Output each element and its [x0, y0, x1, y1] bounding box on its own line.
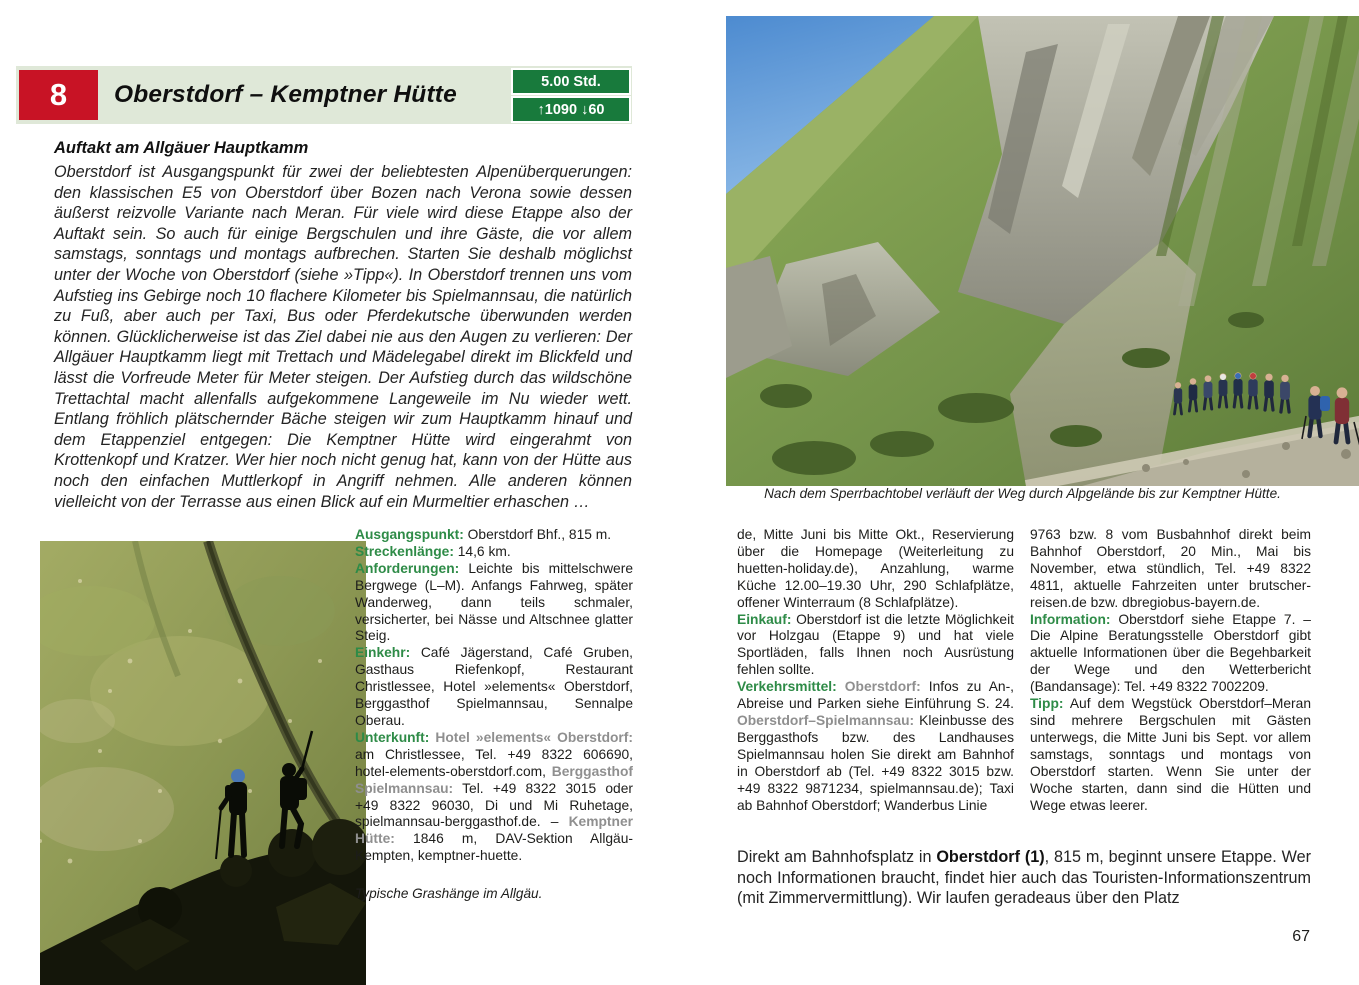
info-item-tipp — [1030, 696, 1311, 814]
main-photo — [726, 16, 1359, 486]
text-run: Tel. +49 8322 3015 oder +49 8322 96030, Di und Mi Ruhetage, spielmannsau-berggasthof.de. – — [355, 780, 633, 830]
info-item-unterkunft — [355, 730, 633, 865]
blue-backpack — [1320, 396, 1330, 411]
blue-cap — [1235, 373, 1241, 379]
info-column-right — [1030, 527, 1311, 814]
text-run: de, Mitte Juni bis Mitte Okt., Reservierung über die Homepage (Weiterleitung zu huetten-holiday.de), Anzahlung, warme Küche 12.00–19.30 Uhr, 290 Schlafplätze, offener Winterraum (8 Schlafplätze). — [737, 527, 1014, 610]
text-run: Berggasthof Spielmannsau: — [355, 763, 633, 796]
text-run: Auf dem Wegstück Oberstdorf–Meran sind mehrere Bergschulen mit Gästen unterwegs, die Mitte Juni bis Sept. vor allem samstags, sonntags und montags von Oberstdorf starten. Wenn Sie unter der Woche starten, dann sind die Hütten und Wege etwas leerer. — [1030, 696, 1311, 813]
text-run: Oberstdorf–Spielmannsau: — [737, 712, 915, 728]
text-run: , 815 m, beginnt unsere Etappe. Wer noch Informationen braucht, findet hier auch das Touristen-Informationszentrum (mit Zimmervermittlung). Wir laufen geradeaus über den Platz — [737, 848, 1311, 908]
intro-paragraph: Oberstdorf ist Ausgangspunkt für zwei der beliebtesten Alpenüberquerungen: den klassischen E5 von Oberstdorf über Bozen nach Verona sowie dessen äußerst reizvolle Variante nach Meran. Für viele wird diese Etappe also der Auftakt sein. So auch für einige Bergschulen und ihre Gäste, die vor allem samstags, sonntags und montags aufbrechen. Starten Sie deshalb möglichst unter der Woche von Oberstdorf (siehe »Tipp«). In Oberstdorf trennen uns vom Aufstieg ins Gebirge noch 10 flachere Kilometer bis Spielmannsau, die natürlich zu Fuß, aber auch per Taxi, Bus oder Pferdekutsche überwunden werden können. Glücklicherweise ist das Ziel dabei nie aus den Augen zu verlieren: Der Allgäuer Hauptkamm liegt mit Trettach und Mädelegabel direkt im Blickfeld und lässt die Vorfreude Meter für Meter steigen. Der Aufstieg durch das wildschöne Trettachtal macht allenfalls aufgekommene Langeweile im Nu wieder wett. Entlang fröhlich plätschernder Bäche steigen wir zum Hauptkamm hinauf und dem Etappenziel entgegen: Die Kemptner Hütte wird eingerahmt von Krottenkopf und Kratzer. Wer hier noch nicht genug hat, kann von der Hütte aus noch den einfachen Muttlerkopf in Angriff nehmen. Alle anderen können vielleicht von der Terrasse aus einen Blick auf ein Murmeltier erhaschen … — [54, 163, 632, 511]
text-run: Anforderungen: — [355, 560, 460, 576]
info-item-ausgangspunkt — [355, 527, 633, 544]
text-run: Unterkunft: — [355, 729, 430, 745]
text-run: Information: — [1030, 611, 1111, 627]
text-run: Einkauf: — [737, 611, 792, 627]
grass-slope-photo-art — [40, 541, 366, 985]
info-item-einkehr — [355, 645, 633, 730]
side-photo-caption: Typische Grashänge im Allgäu. — [355, 886, 543, 901]
side-photo — [40, 541, 366, 985]
text-run: Leichte bis mittelschwere Bergwege (L–M). Anfangs Fahrweg, später Wanderweg, dann teils schmaler, versicherter, bei Nässe und Altschnee glatter Steig. — [355, 560, 633, 644]
text-run: 14,6 km. — [453, 543, 511, 559]
text-run: Einkehr: — [355, 645, 411, 661]
text-run: Direkt am Bahnhofsplatz in — [737, 848, 937, 866]
info-item-information — [1030, 612, 1311, 697]
info-item-verkehrsmittel — [737, 679, 1014, 814]
main-photo-caption: Nach dem Sperrbachtobel verläuft der Weg durch Alpgelände bis zur Kemptner Hütte. — [764, 486, 1281, 501]
text-run: Oberstdorf siehe Etappe 7. – Die Alpine Beratungsstelle Oberstdorf gibt aktuelle Informationen über die Begehbarkeit der Wege und den Wetterbericht (Bandansage): Tel. +49 8322 7002209. — [1030, 611, 1311, 695]
text-run: Oberstdorf ist die letzte Möglichkeit vor Holzgau (Etappe 9) und hat viele Sportläden, falls Ihnen noch Ausrüstung fehlen sollte. — [737, 611, 1014, 678]
info-item-unterkunft-continued — [737, 527, 1014, 612]
closing-paragraph — [737, 847, 1311, 909]
red-cap — [1250, 373, 1256, 379]
info-item-verkehrsmittel-continued — [1030, 527, 1311, 612]
text-run: Tipp: — [1030, 696, 1064, 712]
info-column-middle — [737, 527, 1014, 814]
stage-number-badge: 8 — [19, 70, 98, 120]
text-run: Café Jägerstand, Café Gruben, Gasthaus Riefenkopf, Restaurant Christlessee, Hotel »elements« Oberstdorf, Berggasthof Spielmannsau, Sennalpe Oberau. — [355, 645, 633, 728]
text-run: Oberstdorf Bhf., 815 m. — [463, 527, 612, 542]
mountain-trail-photo-art — [726, 16, 1359, 486]
text-run: Oberstdorf: — [836, 679, 921, 695]
page-number: 67 — [1292, 928, 1310, 945]
text-run: am Christlessee, Tel. +49 8322 606690, hotel-elements-oberstdorf.com, — [355, 746, 633, 779]
text-run: Infos zu An-, Abreise und Parken siehe Einführung S. 24. — [737, 679, 1014, 712]
text-run: Hotel »elements« Oberstdorf: — [429, 729, 633, 745]
text-run: 1846 m, DAV-Sektion Allgäu-Kempten, kemptner-huette. — [355, 831, 633, 864]
text-run: Kemptner Hütte: — [355, 814, 633, 847]
intro-heading: Auftakt am Allgäuer Hauptkamm — [54, 139, 309, 157]
text-run: 9763 bzw. 8 vom Busbahnhof direkt beim Bahnhof Oberstdorf, 20 Min., Mai bis November, etwa stündlich, Tel. +49 8322 4811, aktuelle Fahrzeiten unter brutscher-reisen.de bzw. dbregiobus-bayern.de. — [1030, 527, 1311, 610]
info-column-left — [355, 527, 633, 865]
blue-helmet — [231, 769, 245, 783]
route-title: Oberstdorf – Kemptner Hütte — [114, 81, 457, 108]
route-stats — [511, 68, 631, 123]
text-run: Ausgangspunkt: — [355, 527, 464, 542]
text-run: Streckenlänge: — [355, 543, 454, 559]
info-item-streckenlaenge — [355, 544, 633, 561]
text-run: Kleinbusse des Berggasthofs bzw. des Landhauses Spielmannsau holen Sie direkt am Bahnhof in Oberstdorf ab (Tel. +49 8322 3015 bzw. +49 8322 9871234, spielmannsau.de); Taxi ab Bahnhof Oberstdorf; Wanderbus Linie — [737, 712, 1014, 813]
white-cap — [1220, 374, 1226, 380]
text-run: Oberstdorf (1) — [936, 848, 1045, 866]
text-run: Verkehrsmittel: — [737, 679, 837, 695]
info-item-einkauf — [737, 612, 1014, 680]
elevation-badge: ↑1090 ↓60 — [511, 96, 631, 123]
info-item-anforderungen — [355, 561, 633, 646]
duration-badge: 5.00 Std. — [511, 68, 631, 95]
